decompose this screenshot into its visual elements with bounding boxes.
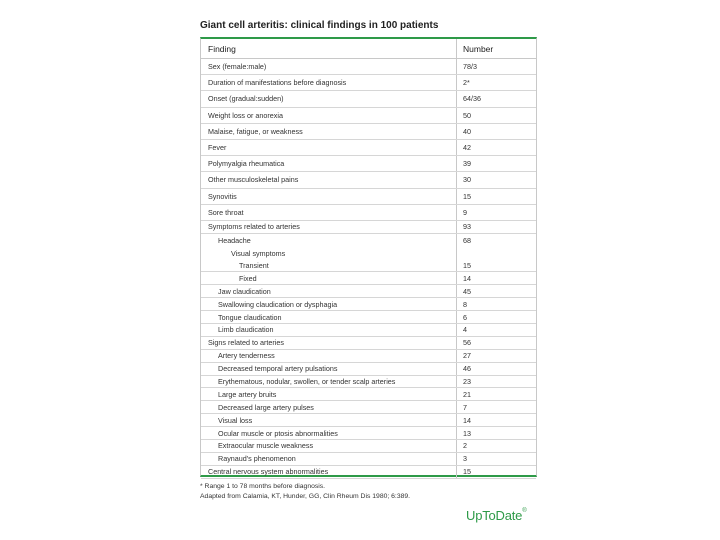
number-cell: 21 [463,389,471,399]
number-cell: 45 [463,286,471,296]
number-cell: 68 [463,235,471,245]
table-row [201,311,536,324]
finding-cell: Malaise, fatigue, or weakness [201,124,457,139]
footnote [200,482,410,502]
number-cell: 7 [463,402,467,412]
number-cell: 15 [463,191,471,201]
findings-table [200,37,537,477]
finding-cell: Headache [201,234,457,247]
number-cell [457,247,536,260]
table-row [201,388,536,401]
number-cell: 14 [463,273,471,283]
finding-cell: Other musculoskeletal pains [201,172,457,187]
number-cell: 15 [463,467,471,477]
header-number: Number [463,43,494,54]
finding-cell: Transient [201,260,457,272]
number-cell: 42 [463,143,471,153]
registered-mark: ® [522,508,527,514]
number-cell: 4 [463,325,467,335]
finding-cell: Visual loss [201,414,457,426]
finding-cell: Artery tenderness [201,350,457,362]
finding-cell: Extraocular muscle weakness [201,440,457,452]
table-row [201,91,536,107]
finding-cell: Tongue claudication [201,311,457,323]
table-row [201,234,536,247]
table-row [201,221,536,234]
table-row [201,414,536,427]
number-cell: 2 [463,441,467,451]
number-cell: 56 [463,338,471,348]
finding-cell: Large artery bruits [201,388,457,400]
table-header [201,39,536,59]
table-row [201,453,536,466]
number-cell: 2* [463,78,470,88]
finding-cell: Decreased temporal artery pulsations [201,363,457,375]
finding-cell: Visual symptoms [201,247,457,260]
uptodate-logo [466,508,526,523]
finding-cell: Synovitis [201,189,457,204]
footnote-range: * Range 1 to 78 months before diagnosis. [200,483,326,490]
number-cell: 27 [463,351,471,361]
finding-cell: Central nervous system abnormalities [201,466,457,478]
brand-name: UpToDate [466,508,523,523]
finding-cell: Jaw claudication [201,285,457,297]
table-row [201,205,536,221]
table-row [201,363,536,376]
number-cell: 78/3 [463,62,477,72]
number-cell: 40 [463,126,471,136]
number-cell: 9 [463,207,467,217]
footnote-citation: Adapted from Calamia, KT, Hunder, GG, Clin Rheum Dis 1980; 6:389. [200,493,411,500]
table-row [201,272,536,285]
finding-cell: Symptoms related to arteries [201,221,457,233]
finding-cell: Duration of manifestations before diagnosis [201,75,457,90]
table-row [201,140,536,156]
number-cell: 23 [463,377,471,386]
finding-cell: Sex (female:male) [201,59,457,74]
finding-cell: Decreased large artery pulses [201,401,457,413]
table-row [201,75,536,91]
table-row [201,285,536,298]
table-row [201,350,536,363]
finding-cell: Sore throat [201,205,457,220]
number-cell: 46 [463,364,471,374]
table-row [201,440,536,453]
number-cell: 15 [463,260,471,270]
finding-cell: Fixed [201,272,457,284]
finding-cell: Limb claudication [201,324,457,336]
table-row [201,298,536,311]
finding-cell: Polymyalgia rheumatica [201,156,457,171]
table-row [201,172,536,188]
table-row [201,247,536,260]
table-row [201,324,536,337]
finding-cell: Onset (gradual:sudden) [201,91,457,106]
number-cell: 50 [463,110,471,120]
number-cell: 64/36 [463,94,481,104]
finding-cell: Signs related to arteries [201,337,457,349]
number-cell: 93 [463,222,471,232]
header-finding: Finding [201,39,457,58]
table-row [201,108,536,124]
table-row [201,59,536,75]
table-body [201,59,536,479]
finding-cell: Raynaud's phenomenon [201,453,457,465]
finding-cell: Weight loss or anorexia [201,108,457,123]
number-cell: 3 [463,454,467,464]
finding-cell: Ocular muscle or ptosis abnormalities [201,427,457,439]
table-row [201,337,536,350]
table-row [201,466,536,479]
number-cell: 13 [463,428,471,438]
number-cell: 8 [463,299,467,309]
number-cell: 39 [463,159,471,169]
table-row [201,427,536,440]
number-cell: 14 [463,415,471,425]
finding-cell: Erythematous, nodular, swollen, or tender scalp arteries [201,376,457,388]
table-row [201,401,536,414]
finding-cell: Fever [201,140,457,155]
table-row [201,189,536,205]
table-title: Giant cell arteritis: clinical findings in 100 patients [200,20,439,31]
table-row [201,124,536,140]
table-row [201,260,536,273]
table-row [201,376,536,389]
number-cell: 6 [463,312,467,322]
finding-cell: Swallowing claudication or dysphagia [201,298,457,310]
table-row [201,156,536,172]
number-cell: 30 [463,175,471,185]
